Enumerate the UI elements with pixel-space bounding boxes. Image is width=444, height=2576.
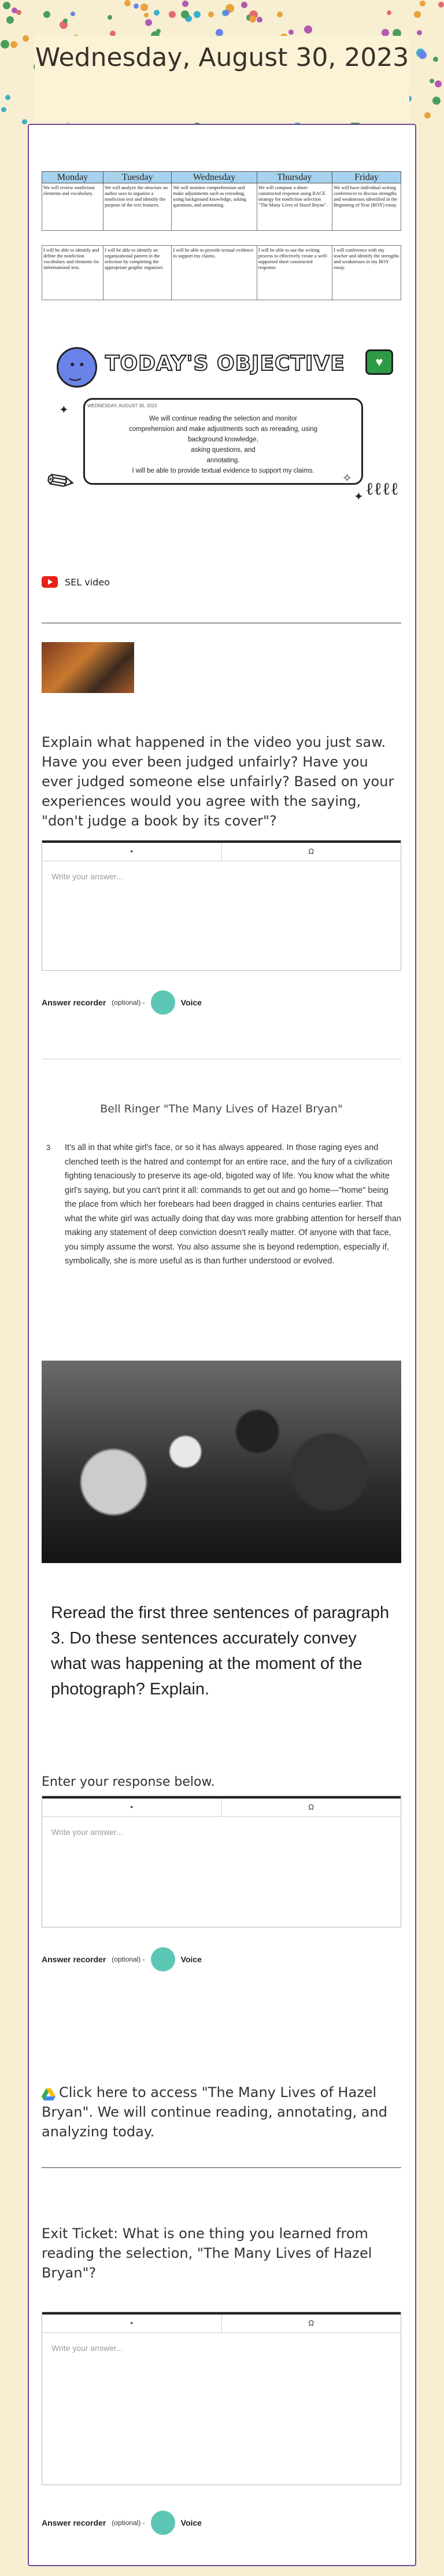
enter-response-prompt: Enter your response below. <box>42 1775 215 1789</box>
google-drive-icon <box>42 2087 56 2099</box>
answer-editor[interactable] <box>42 840 401 971</box>
objective-date: WEDNESDAY, AUGUST 30, 2023 <box>87 403 157 408</box>
voice-label: Voice <box>180 2518 202 2527</box>
confetti-dot <box>257 17 262 23</box>
schedule-cell: We will monitor comprehension and make adjustments such as rereading, using background knowledge, asking questions, and annotating. <box>172 183 257 231</box>
confetti-dot <box>194 11 201 18</box>
confetti-dot <box>154 10 160 16</box>
answer-recorder-optional: (optional) - <box>112 2519 145 2527</box>
answer-recorder <box>42 990 202 1015</box>
special-characters-button[interactable]: Ω <box>308 1803 314 1811</box>
confetti-dot <box>182 1 188 7</box>
passage-paragraph: It's all in that white girl's face, or so it has always appeared. In those raging eyes and clenched teeth is the hatred and contempt for an entire race, and the fury of a civilization fighting tenaciously to preserve its age-old, bigoted way of life. You know what the white girl's saying, but you can't print it all: commands to get out and go home—"home" being the place from which her forebears had been dragged in chains centuries earlier. That what the white girl was actually doing that day was more grabbing attention for herself than making any statement of deep conviction doesn't really matter. Of anyone with that face, you simply assume the worst. You also assume she is beyond redemption, especially if, symbolically, she is more useful as is than further understood or evolved. <box>65 1143 401 1266</box>
confetti-dot <box>134 3 139 9</box>
confetti-dot <box>419 51 427 59</box>
voice-label: Voice <box>180 1955 202 1964</box>
objective-graphic <box>39 345 401 518</box>
editor-toolbar <box>42 841 401 861</box>
exit-ticket-prompt: Exit Ticket: What is one thing you learned from reading the selection, "The Many Lives of Hazel Bryan"? <box>42 2225 372 2281</box>
divider <box>42 622 401 624</box>
day-header: Wednesday <box>172 172 257 183</box>
paragraph-number: 3 <box>46 1143 51 1152</box>
page-title: Wednesday, August 30, 2023 <box>35 36 409 123</box>
confetti-dot <box>124 0 131 6</box>
heart-chat-icon: ♥ <box>365 349 393 375</box>
special-characters-button[interactable]: Ω <box>308 2319 314 2327</box>
confetti-dot <box>417 30 422 35</box>
answer-input[interactable]: Write your answer... <box>51 2343 123 2353</box>
schedule-cell: We will compose a short-constructed response using RACE strategy for nonfiction selection "The Many Lives of Hazel Bryan". <box>257 183 332 231</box>
objective-line: We will continue reading the selection and monitor <box>149 415 298 422</box>
confetti-dot <box>169 11 176 18</box>
schedule-cell: I will be able to provide textual evidence to support my claims. <box>172 246 257 300</box>
historical-photo <box>42 1361 401 1563</box>
editor-toolbar <box>42 1796 401 1817</box>
answer-editor[interactable] <box>42 2312 401 2485</box>
answer-recorder-optional: (optional) - <box>112 1955 145 1963</box>
confetti-dot <box>420 1 426 6</box>
confetti-dot <box>12 8 17 13</box>
day-header: Friday <box>332 172 401 183</box>
day-header: Tuesday <box>103 172 172 183</box>
confetti-dot <box>23 35 29 42</box>
answer-input[interactable]: Write your answer... <box>51 1827 123 1837</box>
confetti-dot <box>6 16 14 24</box>
confetti-dot <box>277 12 283 17</box>
confetti-dot <box>432 97 441 105</box>
schedule-cell: I will conference with my teacher and identify the strengths and weaknesses in my BOY essay. <box>332 246 401 300</box>
schedule-cell: We will have individual writing conferences to discuss strengths and weaknesses identified in the Beginning of Year (BOY) essay. <box>332 183 401 231</box>
divider <box>42 2167 401 2168</box>
confetti-dot <box>435 80 442 87</box>
confetti-dot <box>108 15 112 20</box>
voice-record-button[interactable] <box>151 2511 175 2535</box>
voice-record-button[interactable] <box>151 1947 175 1971</box>
schedule-cell: We will analyze the structure an author uses to organize a nonfiction text and identify the purpose of the text features. <box>103 183 172 231</box>
bullet-list-button[interactable]: • <box>42 1799 222 1816</box>
pencil-icon: ✎ <box>39 459 83 504</box>
confetti-dot <box>304 25 312 34</box>
schedule-cell: We will review nonfiction elements and vocabulary. <box>42 183 103 231</box>
schedule-cell: I will be able to identify and define the nonfiction vocabulary and elements for informational text. <box>42 246 103 300</box>
confetti-dot <box>144 13 149 17</box>
objective-line: annotating. <box>206 457 240 464</box>
answer-editor[interactable] <box>42 1796 401 1928</box>
video-thumbnail[interactable] <box>42 642 134 693</box>
confetti-dot <box>1 40 9 49</box>
bullet-list-button[interactable]: • <box>42 843 222 861</box>
schedule-cell: I will be able to identify an organizational pattern in the selection by completing the appropriate graphic organizer. <box>103 246 172 300</box>
confetti-dot <box>71 12 75 16</box>
sparkle-icon: ✦ <box>59 404 69 417</box>
confetti-dot <box>387 10 391 15</box>
day-header: Thursday <box>257 172 332 183</box>
voice-label: Voice <box>180 998 202 1007</box>
objective-title: TODAY'S OBJECTIVE <box>105 352 345 375</box>
confetti-dot <box>63 19 68 23</box>
confetti-dot <box>430 79 434 83</box>
confetti-dot <box>438 2 444 8</box>
smiley-icon: ● ● ‿ <box>57 347 97 388</box>
confetti-dot <box>1 107 6 112</box>
answer-input[interactable]: Write your answer... <box>51 872 123 881</box>
confetti-dot <box>208 12 214 17</box>
schedule-cell: I will be able to use the writing process to effectively create a well-supported short constructed response. <box>257 246 332 300</box>
answer-recorder-label: Answer recorder <box>42 2518 106 2527</box>
confetti-dot <box>10 41 17 48</box>
sparkle-icon: ✦ <box>354 491 364 503</box>
sel-video-label: SEL video <box>65 576 110 588</box>
weekly-schedule-table <box>42 171 401 300</box>
confetti-dot <box>249 16 256 23</box>
confetti-dot <box>43 11 50 18</box>
confetti-dot <box>3 2 10 9</box>
confetti-dot <box>241 2 247 8</box>
youtube-icon <box>42 576 58 588</box>
confetti-dot <box>181 10 189 19</box>
objective-line: comprehension and make adjustments such as rereading, using <box>128 426 318 433</box>
confetti-dot <box>288 30 294 35</box>
confetti-dot <box>414 11 421 18</box>
objective-box <box>83 398 363 485</box>
confetti-dot <box>140 3 148 11</box>
confetti-dot <box>424 112 431 119</box>
reread-question: Reread the first three sentences of paragraph 3. Do these sentences accurately convey what was happening at the moment of the photograph? Explain. <box>51 1604 390 1698</box>
passage-text <box>42 1141 401 1269</box>
objective-line: I will be able to provide textual evidence to support my claims. <box>132 467 314 474</box>
answer-recorder-optional: (optional) - <box>112 998 145 1007</box>
objective-line: background knowledge, <box>188 436 258 443</box>
sel-video-row <box>42 576 110 588</box>
day-header: Monday <box>42 172 103 183</box>
drive-link[interactable] <box>42 2083 401 2142</box>
answer-recorder-label: Answer recorder <box>42 998 106 1007</box>
drive-link-text[interactable]: Click here to access "The Many Lives of Hazel Bryan". We will continue reading, annotating, and analyzing today. <box>42 2084 387 2140</box>
answer-recorder <box>42 2511 202 2535</box>
lesson-card <box>28 124 416 2566</box>
confetti-dot <box>145 19 152 26</box>
special-characters-button[interactable]: Ω <box>308 847 314 856</box>
confetti-dot <box>224 10 230 16</box>
squiggle-icon: ℓℓℓℓ <box>365 479 399 499</box>
sparkle-icon: ✧ <box>342 472 352 485</box>
confetti-dot <box>433 57 438 62</box>
confetti-dot <box>22 119 27 124</box>
bullet-list-button[interactable]: • <box>42 2315 222 2332</box>
confetti-dot <box>5 95 10 100</box>
question-prompt: Explain what happened in the video you just saw. Have you ever been judged unfairly? Have you ever judged someone else unfairly? Based on your experiences would you agree with the saying, "don't judge a book by its cover"? <box>42 734 394 829</box>
answer-recorder <box>42 1947 202 1971</box>
answer-recorder-label: Answer recorder <box>42 1955 106 1964</box>
objective-line: asking questions, and <box>191 447 256 454</box>
voice-record-button[interactable] <box>151 990 175 1015</box>
editor-toolbar <box>42 2312 401 2333</box>
bell-ringer-title: Bell Ringer "The Many Lives of Hazel Bryan" <box>100 1103 343 1115</box>
